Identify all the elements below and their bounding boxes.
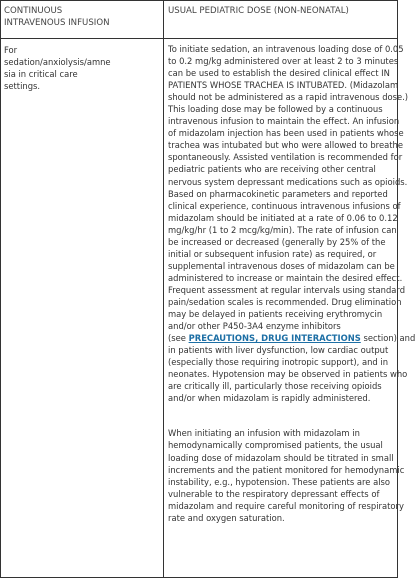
text-line: can be used to establish the desired clinical effect IN [168,68,390,79]
text-line: increments and the patient monitored for hemodynamic [168,464,405,475]
text-line: should not be administered as a rapid intravenous dose.) [168,92,409,103]
see-suffix: section) and [360,333,415,344]
dose-paragraph-2 [168,427,405,523]
text-line: and/or when midazolam is rapidly administered. [168,393,371,404]
text-line: midazolam should be initiated at a rate of 0.06 to 0.12 [168,212,398,223]
see-prefix: (see [168,333,189,344]
text-line: spontaneously. Assisted ventilation is recommended for [168,152,403,163]
text-line: intravenous infusion to maintain the effect. An infusion [168,116,400,127]
text-line: pain/sedation scales is recommended. Drug elimination [168,296,402,307]
text-line: This loading dose may be followed by a continuous [168,104,383,115]
text-line: are critically ill, particularly those receiving opioids [168,381,382,392]
text-line: nervous system depressant medications such as opioids. [168,176,408,187]
header-route [4,5,154,29]
text-line: rate and oxygen saturation. [168,512,285,523]
header-dose: USUAL PEDIATRIC DOSE (NON-NEONATAL) [168,6,349,16]
text-line: clinical experience, continuous intravenous infusions of [168,200,401,211]
text-line: in patients with liver dysfunction, low cardiac output [168,345,389,356]
text-line: loading dose of midazolam should be titrated in small [168,452,394,463]
indication-line: sedation/anxiolysis/amne [4,57,111,67]
text-line: Frequent assessment at regular intervals using standard [168,284,406,295]
text-line: neonates. Hypotension may be observed in patients who [168,369,408,380]
text-line: instability, e.g., hypotension. These patients are also [168,476,391,487]
header-route-line: INTRAVENOUS INFUSION [4,18,110,28]
text-line: vulnerable to the respiratory depressant effects of [168,488,380,499]
indication-line: settings. [4,81,41,91]
see-reference-line [168,332,415,344]
text-line: may be delayed in patients receiving erythromycin [168,309,383,320]
text-line: Based on pharmacokinetic parameters and reported [168,188,388,199]
text-line: When initiating an infusion with midazolam in [168,428,360,439]
text-line: be increased or decreased (generally by 25% of the [168,236,386,247]
dose-cell [168,43,415,524]
text-line: pediatric patients who are receiving other central [168,164,376,175]
indication-cell [4,44,156,92]
text-line: to 0.2 mg/kg administered over at least 2 to 3 minutes [168,56,399,67]
text-line: PATIENTS WHOSE TRACHEA IS INTUBATED. (Midazolam [168,80,399,91]
text-line: supplemental intravenous doses of midazolam can be [168,260,395,271]
dose-paragraph-1 [168,43,415,404]
indication-line: For [4,45,18,55]
drug-interactions-link[interactable]: PRECAUTIONS, DRUG INTERACTIONS [188,333,361,344]
text-line: trachea was intubated but who were allowed to breathe [168,140,403,151]
column-divider [163,0,164,578]
text-line: initial or subsequent infusion rate) as required, or [168,248,377,259]
header-route-line: CONTINUOUS [4,6,63,16]
text-line: and/or other P450-3A4 enzyme inhibitors [168,321,341,332]
text-line: To initiate sedation, an intravenous loading dose of 0.05 [168,44,404,54]
text-line: hemodynamically compromised patients, the usual [168,440,383,451]
text-line: (especially those requiring inotropic support), and in [168,357,389,368]
text-line: mg/kg/hr (1 to 2 mcg/kg/min). The rate of infusion can [168,224,397,235]
text-line: midazolam and require careful monitoring of respiratory [168,500,404,511]
header-divider [0,38,398,39]
text-line: administered to increase or maintain the desired effect. [168,272,403,283]
text-line: of midazolam injection has been used in patients whose [168,128,404,139]
indication-line: sia in critical care [4,69,78,79]
